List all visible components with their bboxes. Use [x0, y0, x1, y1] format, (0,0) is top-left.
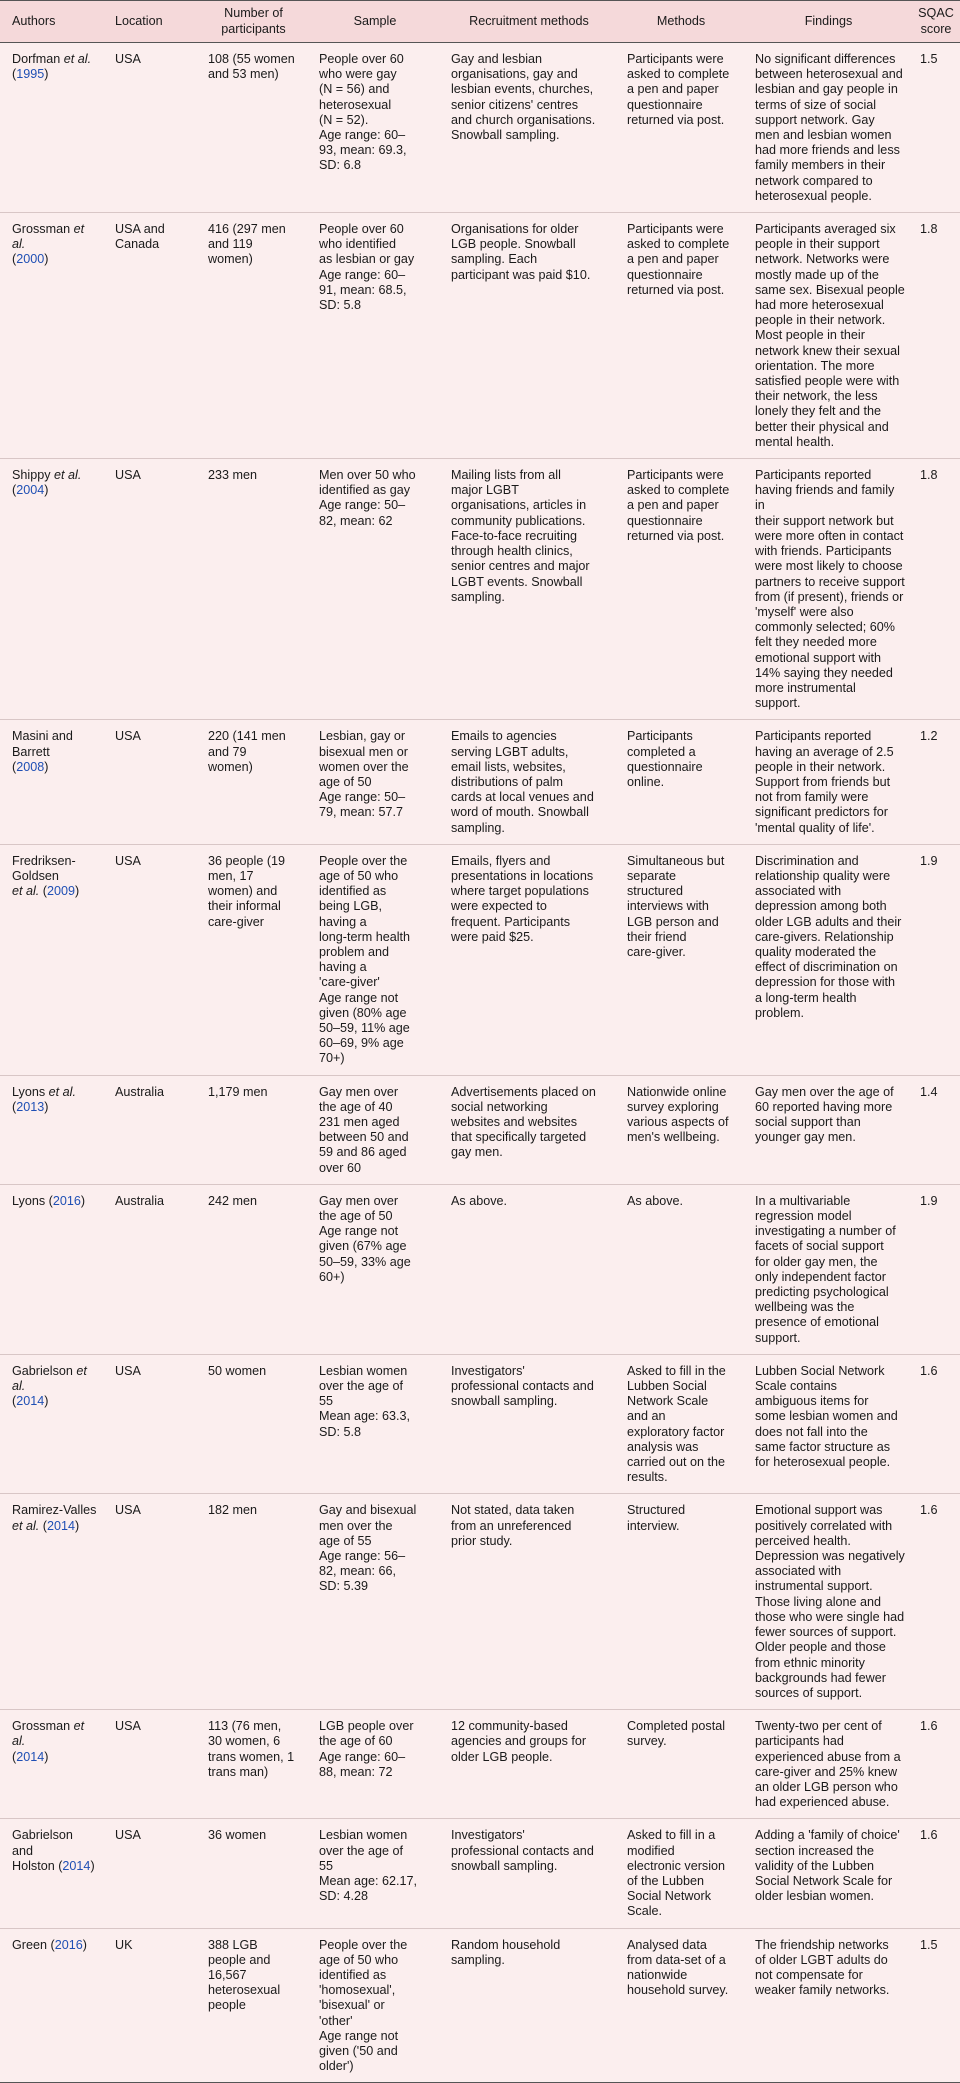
- citation-year-link[interactable]: 2016: [52, 1193, 81, 1208]
- cell-findings: Participants averaged six people in their support network. Networks were mostly made up of the same sex. Bisexual people had more heterosexual people in their network. Most people in their network knew their sexual orientation. The more satisfied people were with their network, the less lonely they felt and the better their physical and mental health.: [745, 213, 912, 459]
- cell-location: UK: [103, 1928, 198, 2083]
- citation-year-link[interactable]: 1995: [16, 67, 45, 82]
- cell-methods: Participants completed a questionnaire online.: [617, 720, 745, 844]
- author-close: ): [44, 1394, 49, 1409]
- table-row: [0, 1075, 960, 1184]
- header-participants: Number of participants: [198, 1, 309, 43]
- cell-findings: In a multivariable regression model investigating a number of facets of social support for older gay men, the only independent factor predicting psychological wellbeing was the presence of emotional support.: [745, 1184, 912, 1354]
- cell-sample: People over 60 who were gay (N = 56) and heterosexual (N = 52). Age range: 60– 93, mean: 69.3, SD: 6.8: [309, 43, 441, 213]
- author-name: Fredriksen-Goldsen: [12, 853, 76, 883]
- citation-year-link[interactable]: 2014: [62, 1858, 91, 1873]
- citation-year-link[interactable]: 2013: [16, 1099, 45, 1114]
- cell-findings: Discrimination and relationship quality were associated with depression among both older LGB adults and their care-givers. Relationship quality moderated the effect of discrimination on depression for those with a long-term health problem.: [745, 844, 912, 1075]
- cell-score: 1.4: [912, 1075, 960, 1184]
- cell-location: USA: [103, 43, 198, 213]
- header-score: SQAC score: [912, 1, 960, 43]
- cell-methods: Completed postal survey.: [617, 1710, 745, 1819]
- cell-participants: 416 (297 men and 119 women): [198, 213, 309, 459]
- citation-year-link[interactable]: 2014: [16, 1394, 45, 1409]
- cell-sample: People over 60 who identified as lesbian or gay Age range: 60– 91, mean: 68.5, SD: 5.8: [309, 213, 441, 459]
- table-row: [0, 213, 960, 459]
- cell-participants: 113 (76 men, 30 women, 6 trans women, 1 trans man): [198, 1710, 309, 1819]
- author-etal: et al.: [12, 1363, 87, 1394]
- cell-methods: Participants were asked to complete a pen and paper questionnaire returned via post.: [617, 213, 745, 459]
- cell-location: USA: [103, 1819, 198, 1928]
- cell-location: USA: [103, 1354, 198, 1494]
- author-sep: (: [12, 1099, 17, 1114]
- cell-participants: 108 (55 women and 53 men): [198, 43, 309, 213]
- author-sep: (: [12, 67, 17, 82]
- author-name: Green: [12, 1937, 48, 1952]
- cell-score: 1.5: [912, 43, 960, 213]
- author-name: Gabrielson and Holston: [12, 1828, 73, 1873]
- cell-findings: Gay men over the age of 60 reported having more social support than younger gay men.: [745, 1075, 912, 1184]
- cell-participants: 220 (141 men and 79 women): [198, 720, 309, 844]
- cell-participants: 388 LGB people and 16,567 heterosexual people: [198, 1928, 309, 2083]
- cell-authors: [0, 1819, 103, 1928]
- cell-location: USA: [103, 1710, 198, 1819]
- cell-methods: Simultaneous but separate structured interviews with LGB person and their friend care-giver.: [617, 844, 745, 1075]
- cell-authors: [0, 1354, 103, 1494]
- author-sep: (: [12, 252, 17, 267]
- cell-location: Australia: [103, 1075, 198, 1184]
- cell-authors: [0, 1710, 103, 1819]
- cell-authors: [0, 720, 103, 844]
- cell-recruitment: Emails to agencies serving LGBT adults, email lists, websites, distributions of palm cards at local venues and word of mouth. Snowball sampling.: [441, 720, 617, 844]
- citation-year-link[interactable]: 2000: [16, 252, 45, 267]
- author-sep: (: [45, 1193, 53, 1208]
- author-sep: (: [12, 1749, 17, 1764]
- cell-sample: Lesbian, gay or bisexual men or women over the age of 50 Age range: 50– 79, mean: 57.7: [309, 720, 441, 844]
- cell-participants: 233 men: [198, 459, 309, 720]
- cell-location: USA: [103, 1494, 198, 1710]
- table-row: [0, 844, 960, 1075]
- cell-authors: [0, 844, 103, 1075]
- cell-score: 1.6: [912, 1710, 960, 1819]
- author-name: Shippy: [12, 468, 55, 483]
- cell-methods: Participants were asked to complete a pen and paper questionnaire returned via post.: [617, 43, 745, 213]
- cell-score: 1.2: [912, 720, 960, 844]
- cell-methods: As above.: [617, 1184, 745, 1354]
- author-sep: (: [39, 1518, 48, 1533]
- header-findings: Findings: [745, 1, 912, 43]
- author-etal: et al.: [12, 1518, 40, 1533]
- cell-authors: [0, 1494, 103, 1710]
- cell-sample: Gay men over the age of 40 231 men aged between 50 and 59 and 86 aged over 60: [309, 1075, 441, 1184]
- cell-score: 1.9: [912, 1184, 960, 1354]
- author-close: ): [75, 1518, 80, 1533]
- citation-year-link[interactable]: 2008: [16, 759, 45, 774]
- header-methods: Methods: [617, 1, 745, 43]
- table-row: [0, 1494, 960, 1710]
- cell-sample: Lesbian women over the age of 55 Mean age: 62.17, SD: 4.28: [309, 1819, 441, 1928]
- author-close: ): [44, 1099, 49, 1114]
- cell-location: USA: [103, 459, 198, 720]
- cell-recruitment: Gay and lesbian organisations, gay and lesbian events, churches, senior citizens' centres and church organisations. Snowball sampling.: [441, 43, 617, 213]
- citation-year-link[interactable]: 2014: [16, 1749, 45, 1764]
- cell-findings: Lubben Social Network Scale contains ambiguous items for some lesbian women and does not fall into the same factor structure as for heterosexual people.: [745, 1354, 912, 1494]
- author-close: ): [80, 1193, 86, 1208]
- header-location: Location: [103, 1, 198, 43]
- author-sep: (: [12, 1394, 17, 1409]
- cell-participants: 36 women: [198, 1819, 309, 1928]
- cell-sample: People over the age of 50 who identified as being LGB, having a long-term health problem and having a 'care-giver' Age range not given (80% age 50–59, 11% age 60–69, 9% age 70+): [309, 844, 441, 1075]
- cell-location: USA: [103, 844, 198, 1075]
- table-row: [0, 1354, 960, 1494]
- table-row: [0, 459, 960, 720]
- cell-findings: Participants reported having friends and family in their support network but were more often in contact with friends. Participants were most likely to choose partners to receive support from (if present), friends or 'myself' were also commonly selected; 60% felt they needed more emotional support with 14% saying they needed more instrumental support.: [745, 459, 912, 720]
- cell-participants: 50 women: [198, 1354, 309, 1494]
- cell-authors: [0, 1928, 103, 2083]
- cell-recruitment: Investigators' professional contacts and snowball sampling.: [441, 1819, 617, 1928]
- cell-participants: 36 people (19 men, 17 women) and their informal care-giver: [198, 844, 309, 1075]
- author-close: ): [44, 1749, 49, 1764]
- citation-year-link[interactable]: 2009: [47, 884, 76, 899]
- table-row: [0, 1184, 960, 1354]
- header-authors: Authors: [0, 1, 103, 43]
- cell-score: 1.6: [912, 1819, 960, 1928]
- table-row: [0, 1710, 960, 1819]
- table-header-row: [0, 1, 960, 43]
- author-name: Lyons: [12, 1084, 49, 1099]
- author-etal: et al.: [12, 222, 85, 252]
- cell-score: 1.8: [912, 459, 960, 720]
- cell-recruitment: Organisations for older LGB people. Snowball sampling. Each participant was paid $10.: [441, 213, 617, 459]
- author-name: Grossman: [12, 222, 74, 237]
- cell-sample: Men over 50 who identified as gay Age range: 50– 82, mean: 62: [309, 459, 441, 720]
- cell-recruitment: Emails, flyers and presentations in locations where target populations were expected to frequent. Participants were paid $25.: [441, 844, 617, 1075]
- author-name: Lyons: [12, 1193, 46, 1208]
- cell-methods: Analysed data from data-set of a nationwide household survey.: [617, 1928, 745, 2083]
- cell-score: 1.9: [912, 844, 960, 1075]
- author-etal: et al.: [63, 52, 92, 66]
- author-name: Dorfman: [12, 52, 64, 66]
- cell-findings: Adding a 'family of choice' section increased the validity of the Lubben Social Network Scale for older lesbian women.: [745, 1819, 912, 1928]
- cell-sample: People over the age of 50 who identified as 'homosexual', 'bisexual' or 'other' Age range not given ('50 and older'): [309, 1928, 441, 2083]
- cell-recruitment: As above.: [441, 1184, 617, 1354]
- author-close: ): [44, 252, 49, 267]
- author-sep: (: [12, 483, 17, 498]
- author-name: Grossman: [12, 1719, 74, 1734]
- cell-participants: 1,179 men: [198, 1075, 309, 1184]
- cell-authors: [0, 43, 103, 213]
- cell-score: 1.6: [912, 1494, 960, 1710]
- citation-year-link[interactable]: 2016: [54, 1937, 83, 1952]
- table-row: [0, 1819, 960, 1928]
- table-row: [0, 720, 960, 844]
- cell-findings: Emotional support was positively correlated with perceived health. Depression was negatively associated with instrumental support. Those living alone and those who were single had fewer sources of support. Older people and those from ethnic minority backgrounds had fewer sources of support.: [745, 1494, 912, 1710]
- cell-recruitment: Random household sampling.: [441, 1928, 617, 2083]
- header-sample: Sample: [309, 1, 441, 43]
- cell-methods: Nationwide online survey exploring various aspects of men's wellbeing.: [617, 1075, 745, 1184]
- cell-methods: Asked to fill in the Lubben Social Network Scale and an exploratory factor analysis was carried out on the results.: [617, 1354, 745, 1494]
- author-etal: et al.: [54, 468, 82, 483]
- author-sep: (: [39, 884, 48, 899]
- author-name: Gabrielson: [12, 1363, 77, 1378]
- cell-score: 1.5: [912, 1928, 960, 2083]
- cell-methods: Asked to fill in a modified electronic version of the Lubben Social Network Scale.: [617, 1819, 745, 1928]
- cell-score: 1.8: [912, 213, 960, 459]
- cell-location: USA and Canada: [103, 213, 198, 459]
- author-close: ): [44, 67, 49, 82]
- cell-findings: Participants reported having an average of 2.5 people in their network. Support from friends but not from family were significant predictors for 'mental quality of life'.: [745, 720, 912, 844]
- cell-sample: Gay and bisexual men over the age of 55 Age range: 56– 82, mean: 66, SD: 5.39: [309, 1494, 441, 1710]
- author-close: ): [75, 884, 80, 899]
- cell-participants: 242 men: [198, 1184, 309, 1354]
- author-close: ): [44, 483, 49, 498]
- author-close: ): [44, 759, 49, 774]
- cell-authors: [0, 1075, 103, 1184]
- cell-findings: No significant differences between heterosexual and lesbian and gay people in terms of size of social support network. Gay men and lesbian women had more friends and less family members in their network compared to heterosexual people.: [745, 43, 912, 213]
- cell-recruitment: Not stated, data taken from an unreferenced prior study.: [441, 1494, 617, 1710]
- cell-recruitment: Mailing lists from all major LGBT organisations, articles in community publications. Face-to-face recruiting through health clinics, senior centres and major LGBT events. Snowball sampling.: [441, 459, 617, 720]
- header-recruitment: Recruitment methods: [441, 1, 617, 43]
- author-etal: et al.: [12, 884, 40, 899]
- cell-sample: LGB people over the age of 60 Age range: 60– 88, mean: 72: [309, 1710, 441, 1819]
- cell-methods: Structured interview.: [617, 1494, 745, 1710]
- cell-participants: 182 men: [198, 1494, 309, 1710]
- table-row: [0, 1928, 960, 2083]
- author-name: Masini and Barrett: [12, 729, 73, 759]
- author-sep: (: [54, 1858, 63, 1873]
- cell-authors: [0, 459, 103, 720]
- author-etal: et al.: [12, 1719, 85, 1749]
- cell-score: 1.6: [912, 1354, 960, 1494]
- cell-sample: Lesbian women over the age of 55 Mean age: 63.3, SD: 5.8: [309, 1354, 441, 1494]
- author-close: ): [82, 1937, 87, 1952]
- author-name: Ramirez-Valles: [12, 1503, 97, 1518]
- citation-year-link[interactable]: 2014: [47, 1518, 76, 1533]
- cell-location: USA: [103, 720, 198, 844]
- cell-authors: [0, 1184, 103, 1354]
- author-sep: (: [47, 1937, 55, 1952]
- cell-recruitment: 12 community-based agencies and groups for older LGB people.: [441, 1710, 617, 1819]
- cell-findings: Twenty-two per cent of participants had experienced abuse from a care-giver and 25% knew an older LGB person who had experienced abuse.: [745, 1710, 912, 1819]
- cell-methods: Participants were asked to complete a pen and paper questionnaire returned via post.: [617, 459, 745, 720]
- cell-authors: [0, 213, 103, 459]
- cell-findings: The friendship networks of older LGBT adults do not compensate for weaker family networks.: [745, 1928, 912, 2083]
- cell-recruitment: Investigators' professional contacts and snowball sampling.: [441, 1354, 617, 1494]
- author-sep: (: [12, 759, 17, 774]
- table-row: [0, 43, 960, 213]
- cell-recruitment: Advertisements placed on social networking websites and websites that specifically targeted gay men.: [441, 1075, 617, 1184]
- cell-sample: Gay men over the age of 50 Age range not given (67% age 50–59, 33% age 60+): [309, 1184, 441, 1354]
- author-etal: et al.: [48, 1084, 76, 1099]
- cell-location: Australia: [103, 1184, 198, 1354]
- citation-year-link[interactable]: 2004: [16, 483, 45, 498]
- author-close: ): [90, 1858, 95, 1873]
